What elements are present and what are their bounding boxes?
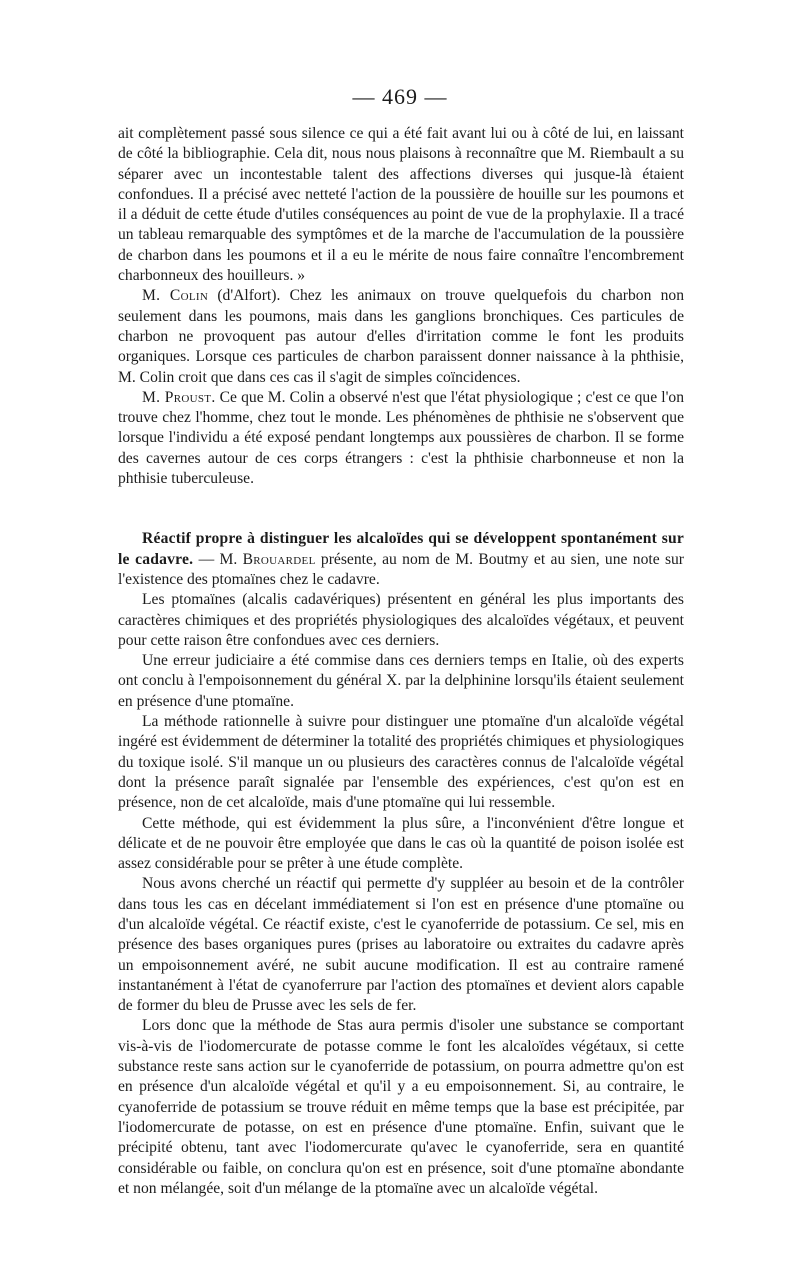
section-reactif xyxy=(118,529,684,590)
section-dash: — M. xyxy=(193,550,243,568)
page-number: — 469 — xyxy=(352,84,448,109)
paragraph-erreur-judiciaire: Une erreur judiciaire a été commise dans ces derniers temps en Italie, où des experts ont conclu à l'empoisonnement du général X. par la delphinine lorsqu'ils étaient seulement en présence d'une ptomaïne. xyxy=(118,652,684,710)
paragraph-methode-rationnelle: La méthode rationnelle à suivre pour distinguer une ptomaïne d'un alcaloïde végétal ingéré est évidemment de déterminer la totalité des propriétés chimiques et physiologiques du toxique isolé. S'il manque un ou plusieurs des caractères connus de l'alcaloïde végétal dont la présence paraît signalée par l'ensemble des expériences, c'est qu'on est en présence, non de cet alcaloïde, mais d'une ptomaïne qui lui ressemble. xyxy=(118,713,684,812)
speaker-colin: M. Colin xyxy=(142,287,209,305)
paragraph-proust xyxy=(118,388,684,489)
speaker-proust: M. Proust. xyxy=(142,388,216,406)
paragraph-inconvenient: Cette méthode, qui est évidemment la plus sûre, a l'inconvénient d'être longue et délicate et de ne pouvoir être employée que dans le cas où la quantité de poison isolée est assez considérable pour se prêter à une étude complète. xyxy=(118,814,684,873)
section-heading: Réactif propre à distinguer les alcaloïdes qui se développent spontanément sur le cadavre. xyxy=(118,530,684,568)
paragraph-ptomaines: Les ptomaïnes (alcalis cadavériques) présentent en général les plus importants des caractères chimiques et des propriétés physiologiques des alcaloïdes végétaux, et peuvent pour cette raison être confondues avec ces derniers. xyxy=(118,591,684,649)
section-intro: présente, au nom de M. Boutmy et au sien, une note sur l'existence des ptomaïnes chez le cadavre. xyxy=(118,550,685,588)
paragraph-conclusion: Lors donc que la méthode de Stas aura permis d'isoler une substance se comportant vis-à-vis de l'iodomercurate de potasse comme le font les alcaloïdes végétaux, si cette substance reste sans action sur le cyanoferride de potassium, on pourra admettre qu'on est en présence d'un alcaloïde végétal et qu'il y a eu empoisonnement. Si, au contraire, le cyanoferride de potassium se trouve réduit en même temps que la base est précipitée, par l'iodomercurate de potasse, on est en présence d'une ptomaïne. Enfin, suivant que le précipité obtenu, tant avec l'iodomercurate qu'avec le cyanoferride, sera en quantité considérable ou faible, on conclura qu'on est en présence, soit d'une ptomaïne abondante et non mélangée, soit d'un mélange de la ptomaïne avec un alcaloïde végétal. xyxy=(118,1017,684,1197)
paragraph-colin xyxy=(118,286,684,387)
paragraph-reactif: Nous avons cherché un réactif qui permette d'y suppléer au besoin et de la contrôler dans tous les cas en décelant immédiatement si l'on est en présence d'une ptomaïne ou d'un alcaloïde végétal. Ce réactif existe, c'est le cyanoferride de potassium. Ce sel, mis en présence des bases organiques pures (prises au laboratoire ou extraites du cadavre après un empoisonnement avéré, ne subit aucune modification. Il est au contraire ramené instantanément à l'état de cyanoferrure par l'action des ptomaïnes et devient alors capable de former du bleu de Prusse avec les sels de fer. xyxy=(118,875,684,1015)
proust-remarks: Ce que M. Colin a observé n'est que l'état physiologique ; c'est ce que l'on trouve chez l'homme, chez tout le monde. Les phénomènes de phthisie ne s'observent que lorsque l'individu a été exposé pendant longtemps aux poussières de charbon. Il se forme des cavernes autour de ces corps étrangers : c'est la phthisie charbonneuse et non la phthisie tuberculeuse. xyxy=(118,388,685,488)
text-column xyxy=(118,124,684,1199)
paragraph-continuation: ait complètement passé sous silence ce qui a été fait avant lui ou à côté de lui, en laissant de côté la bibliographie. Cela dit, nous nous plaisons à reconnaître que M. Riembault a su séparer avec un incontestable talent des affections diverses qui jusque-là étaient confondues. Il a précisé avec netteté l'action de la poussière de houille sur les poumons et il a déduit de cette étude d'utiles conséquences au point de vue de la prophylaxie. Il a tracé un tableau remarquable des symptômes et de la marche de l'accumulation de la poussière de charbon dans les poumons et il a eu le mérite de nous faire connaître l'encombrement charbonneux des houilleurs. » xyxy=(118,125,684,285)
colin-remarks: Chez les animaux on trouve quelquefois du charbon non seulement dans les poumons, mais dans les ganglions bronchiques. Ces particules de charbon ne provoquent pas autour d'elles d'irritation comme le font les produits organiques. Lorsque ces particules de charbon paraissent donner naissance à la phthisie, M. Colin croit que dans ces cas il s'agit de simples coïncidences. xyxy=(118,287,684,386)
presenter-name: Brouardel xyxy=(242,550,316,568)
speaker-colin-suffix: (d'Alfort). xyxy=(208,287,281,305)
